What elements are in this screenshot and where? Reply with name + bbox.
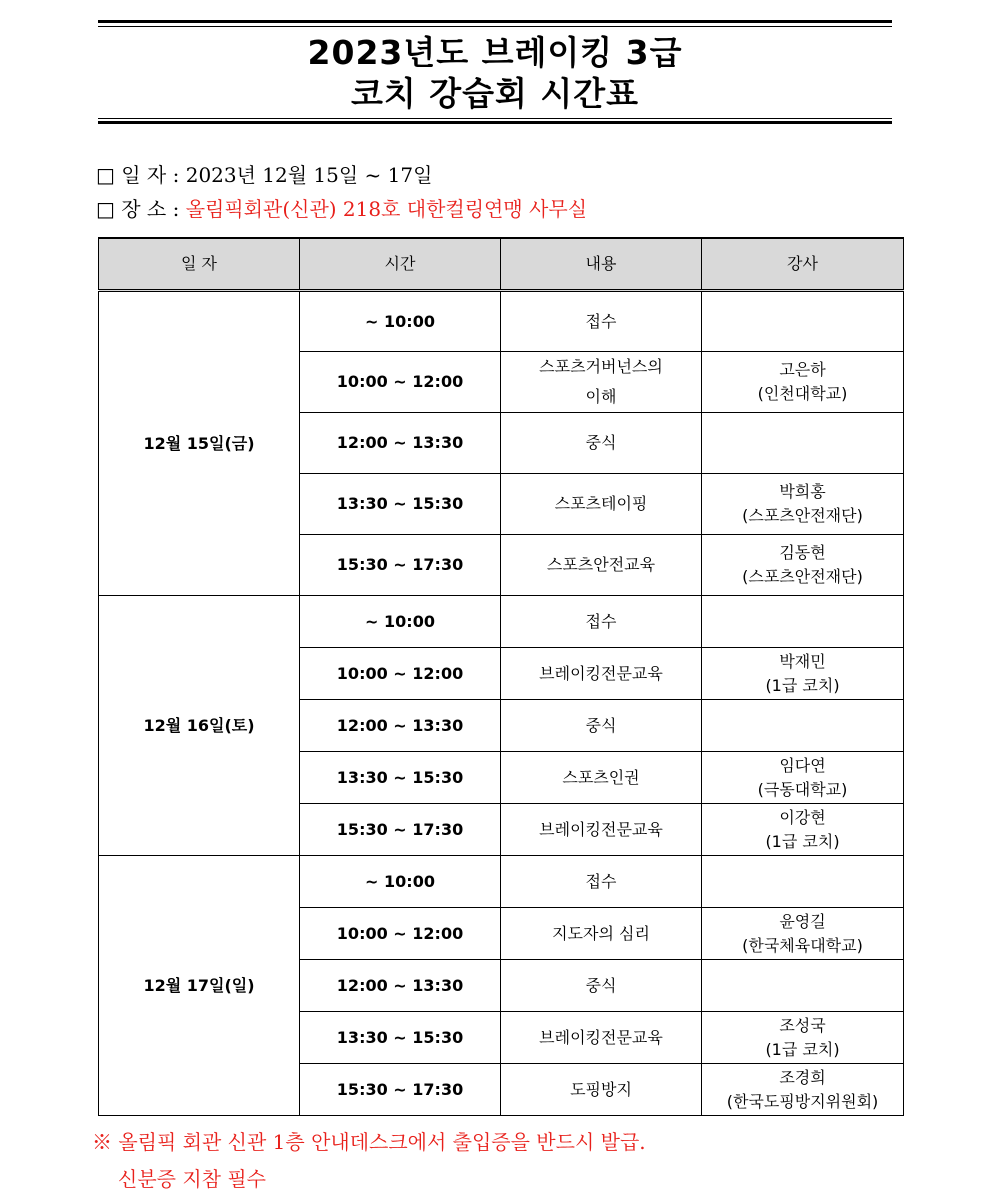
header-time: 시간 [300, 238, 501, 291]
content-cell [501, 752, 702, 804]
content-text: 스포츠테이핑 [554, 494, 648, 513]
instructor-affiliation: (1급 코치) [765, 1039, 840, 1059]
instructor-cell [702, 535, 904, 596]
instructor-affiliation: (1급 코치) [765, 675, 840, 695]
header-date: 일 자 [99, 238, 300, 291]
date-value: 2023년 12월 15일 ~ 17일 [185, 163, 433, 187]
content-cell [501, 413, 702, 474]
instructor-name: 조경희 [779, 1067, 826, 1087]
header-instructor: 강사 [702, 238, 904, 291]
content-text: 지도자의 심리 [552, 923, 650, 943]
page-subtitle: 코치 강습회 시간표 [350, 74, 639, 113]
content-text: 접수 [585, 311, 617, 331]
title-block [98, 20, 892, 126]
content-text: 접수 [585, 871, 617, 891]
content-cell [501, 908, 702, 960]
time-cell: 15:30 ~ 17:30 [300, 1064, 501, 1116]
day-date-cell: 12월 15일(금) [99, 291, 300, 596]
content-cell [501, 352, 702, 413]
instructor-name: 김동현 [779, 543, 826, 562]
instructor-name: 조성국 [779, 1015, 826, 1035]
content-cell [501, 1012, 702, 1064]
instructor-cell [702, 648, 904, 700]
instructor-name: 박희홍 [779, 482, 826, 501]
content-text: 접수 [585, 611, 617, 631]
instructor-affiliation: (한국체육대학교) [742, 935, 863, 955]
table-row [99, 291, 904, 352]
instructor-cell [702, 596, 904, 648]
instructor-name: 윤영길 [779, 911, 826, 931]
content-text: 도핑방지 [570, 1079, 632, 1099]
time-cell: 12:00 ~ 13:30 [300, 960, 501, 1012]
instructor-cell [702, 474, 904, 535]
instructor-cell [702, 1012, 904, 1064]
content-text: 브레이킹전문교육 [539, 663, 663, 683]
instructor-cell [702, 352, 904, 413]
title-rule [98, 20, 892, 23]
table-row [99, 596, 904, 648]
instructor-cell [702, 960, 904, 1012]
time-cell: 13:30 ~ 15:30 [300, 752, 501, 804]
schedule-table [98, 237, 904, 1116]
instructor-cell [702, 752, 904, 804]
instructor-name: 임다연 [779, 755, 826, 775]
instructor-affiliation: (1급 코치) [765, 831, 840, 851]
content-text: 중식 [585, 433, 617, 452]
instructor-affiliation: (인천대학교) [757, 384, 848, 403]
time-cell: ~ 10:00 [300, 856, 501, 908]
content-text: 중식 [585, 715, 617, 735]
instructor-cell [702, 291, 904, 352]
date-info [96, 162, 432, 188]
note-line-1: ※ 올림픽 회관 신관 1층 안내데스크에서 출입증을 반드시 발급. [92, 1130, 646, 1154]
time-cell: 12:00 ~ 13:30 [300, 700, 501, 752]
content-text: 중식 [585, 975, 617, 995]
title-rule [98, 26, 892, 27]
table-row [99, 856, 904, 908]
header-content: 내용 [501, 238, 702, 291]
instructor-cell [702, 804, 904, 856]
content-text: 스포츠거버넌스의 [539, 357, 663, 376]
place-info [96, 196, 587, 222]
instructor-affiliation: (극동대학교) [757, 779, 848, 799]
page-title: 2023년도 브레이킹 3급 [307, 33, 683, 72]
instructor-name: 고은하 [779, 360, 826, 379]
title-rule [98, 118, 892, 119]
title-rule [98, 121, 892, 124]
table-header-row [99, 238, 904, 291]
time-cell: 12:00 ~ 13:30 [300, 413, 501, 474]
content-cell [501, 535, 702, 596]
instructor-affiliation: (스포츠안전재단) [742, 567, 863, 586]
instructor-affiliation: (한국도핑방지위원회) [726, 1091, 879, 1111]
time-cell: 10:00 ~ 12:00 [300, 648, 501, 700]
content-cell [501, 596, 702, 648]
content-text: 브레이킹전문교육 [539, 1027, 663, 1047]
instructor-cell [702, 856, 904, 908]
note-line-2: 신분증 지참 필수 [118, 1167, 266, 1191]
time-cell: ~ 10:00 [300, 596, 501, 648]
time-cell: 13:30 ~ 15:30 [300, 1012, 501, 1064]
content-text: 브레이킹전문교육 [539, 819, 663, 839]
day-date-cell: 12월 17일(일) [99, 856, 300, 1116]
date-label: □ 일 자 : [96, 163, 180, 187]
content-cell [501, 291, 702, 352]
time-cell: 13:30 ~ 15:30 [300, 474, 501, 535]
instructor-cell [702, 700, 904, 752]
content-text-line2: 이해 [585, 387, 617, 406]
day-date-cell: 12월 16일(토) [99, 596, 300, 856]
time-cell: 10:00 ~ 12:00 [300, 352, 501, 413]
time-cell: 10:00 ~ 12:00 [300, 908, 501, 960]
content-cell [501, 1064, 702, 1116]
instructor-cell [702, 908, 904, 960]
time-cell: 15:30 ~ 17:30 [300, 804, 501, 856]
content-text: 스포츠인권 [562, 767, 640, 787]
time-cell: 15:30 ~ 17:30 [300, 535, 501, 596]
content-text: 스포츠안전교육 [546, 555, 656, 574]
content-cell [501, 648, 702, 700]
time-cell: ~ 10:00 [300, 291, 501, 352]
place-label: □ 장 소 : [96, 197, 180, 221]
content-cell [501, 474, 702, 535]
content-cell [501, 804, 702, 856]
instructor-name: 박재민 [779, 651, 826, 671]
instructor-affiliation: (스포츠안전재단) [742, 506, 863, 525]
instructor-name: 이강현 [779, 807, 826, 827]
content-cell [501, 960, 702, 1012]
instructor-cell [702, 1064, 904, 1116]
content-cell [501, 700, 702, 752]
instructor-cell [702, 413, 904, 474]
content-cell [501, 856, 702, 908]
place-value: 올림픽회관(신관) 218호 대한컬링연맹 사무실 [185, 197, 588, 221]
